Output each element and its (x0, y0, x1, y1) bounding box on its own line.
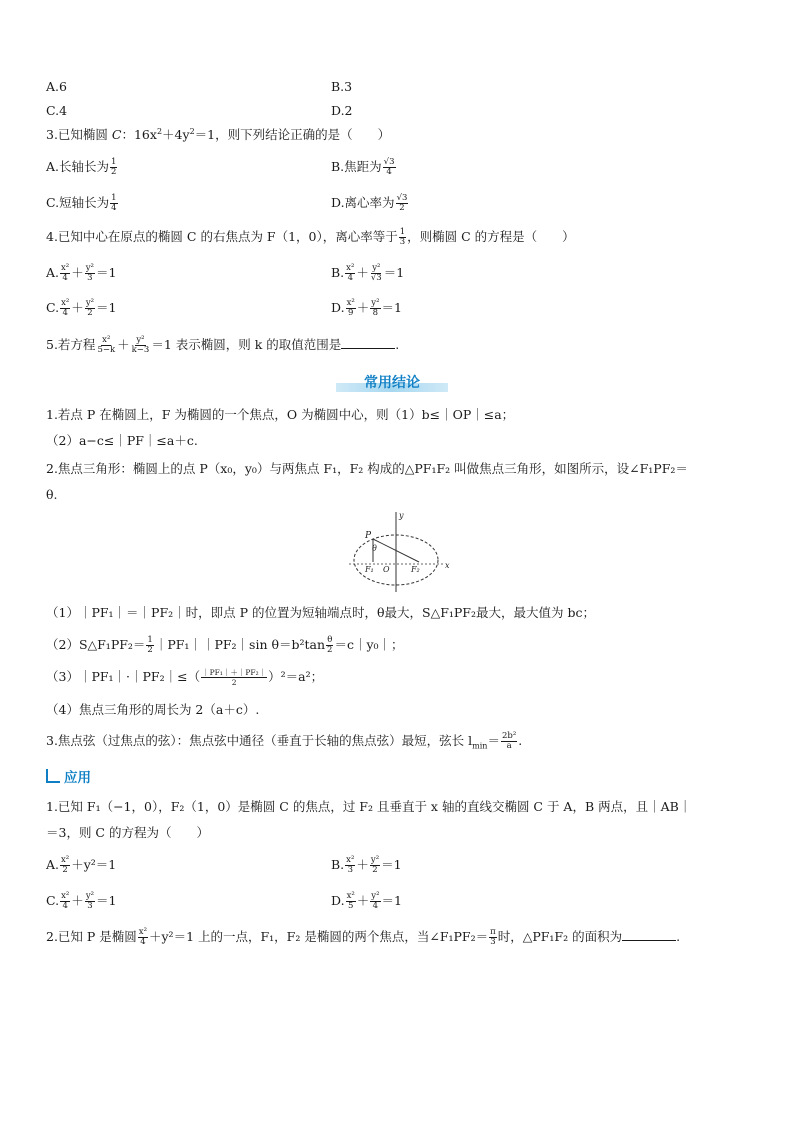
q2-option-c: C.4 (46, 103, 68, 118)
q3-stem: 3.已知椭圆 C：$16x^2+4y^2=1$，则下列结论正确的是（ ） (46, 126, 391, 142)
app-q1-option-a: A. $\frac{\text{x²}}{2}$ ＋y²＝1 (46, 855, 117, 875)
property-1: （1）｜PF₁｜＝｜PF₂｜时，即点 P 的位置为短轴端点时，θ最大，S△F₁PF₂最大，最大值为 bc； (46, 605, 595, 620)
q3-option-d: D.离心率为 $\frac{√3}{2}$ (331, 193, 408, 213)
q5-answer-blank[interactable] (341, 336, 395, 349)
fig-label-f2: F₂ (411, 565, 420, 574)
q2-option-d: D.2 (331, 103, 353, 118)
q2-option-a: A.6 (46, 79, 67, 94)
app-q2-answer-blank[interactable] (622, 928, 676, 941)
app-q2-stem: 2.已知 P 是椭圆 $\frac{\text{x²}}{4}$ ＋y²＝1 上的一点，F₁，F₂ 是椭圆的两个焦点，当∠F₁PF₂＝ $\frac{\pi}{3}$ 时，△PF₁F₂ 的面积为 . (46, 927, 681, 947)
app-q1-option-b: B. $\frac{\text{x²}}{3}$ ＋ $\frac{\text{y²}}{2}$ ＝1 (331, 855, 402, 875)
fig-label-y: y (399, 511, 404, 520)
conclusion-1-line-2: （2）a−c≤｜PF｜≤a＋c. (46, 433, 198, 448)
q4-option-a: A. $\frac{\text{x²}}{4}$ ＋ $\frac{\text{y²}}{3}$ ＝1 (46, 263, 117, 283)
conclusion-2-line-1: 2.焦点三角形：椭圆上的点 P（x₀，y₀）与两焦点 F₁，F₂ 构成的△PF₁F₂ 叫做焦点三角形，如图所示，设∠F₁PF₂＝ (46, 461, 688, 476)
section-heading-common-conclusions: 常用结论 (336, 372, 448, 394)
q2-option-b: B.3 (331, 79, 353, 94)
fig-label-p: P (365, 531, 372, 541)
conclusion-2-line-2: θ. (46, 487, 58, 502)
focal-triangle-figure (345, 508, 455, 594)
property-4: （4）焦点三角形的周长为 2（a＋c）. (46, 702, 260, 717)
app-q1-option-c: C. $\frac{\text{x²}}{4}$ ＋ $\frac{\text{y²}}{3}$ ＝1 (46, 891, 117, 911)
app-q1-line-2: ＝3，则 C 的方程为（ ） (46, 825, 209, 840)
q3-option-a: A.长轴长为 $\frac{1}{2}$ (46, 157, 117, 177)
conclusion-1-line-1: 1.若点 P 在椭圆上，F 为椭圆的一个焦点，O 为椭圆中心，则（1）b≤｜OP｜≤a； (46, 407, 515, 422)
q4-option-c: C. $\frac{\text{x²}}{4}$ ＋ $\frac{\text{y²}}{2}$ ＝1 (46, 298, 117, 318)
application-heading: 应用 (46, 768, 91, 788)
q4-stem: 4.已知中心在原点的椭圆 C 的右焦点为 F（1，0），离心率等于 $\frac{1}{3}$ ，则椭圆 C 的方程是（ ） (46, 227, 575, 247)
fig-label-x: x (445, 561, 450, 570)
q3-option-c: C.短轴长为 $\frac{1}{4}$ (46, 193, 117, 213)
app-q1-line-1: 1.已知 F₁（−1，0），F₂（1，0）是椭圆 C 的焦点，过 F₂ 且垂直于 x 轴的直线交椭圆 C 于 A，B 两点，且｜AB｜ (46, 799, 692, 814)
fig-label-theta: θ (372, 544, 377, 553)
q4-option-b: B. $\frac{\text{x²}}{4}$ ＋ $\frac{\text{y²}}{√3}$ ＝1 (331, 263, 405, 283)
fig-label-f1: F₁ (365, 565, 374, 574)
q3-option-b: B.焦距为 $\frac{√3}{4}$ (331, 157, 395, 177)
app-q1-option-d: D. $\frac{\text{x²}}{5}$ ＋ $\frac{\text{y²}}{4}$ ＝1 (331, 891, 402, 911)
conclusion-3: 3.焦点弦（过焦点的弦）：焦点弦中通径（垂直于长轴的焦点弦）最短，弦长 $l_{min}=$ $\frac{\text{2b²}}{a}$ . (46, 731, 523, 751)
fig-label-o: O (383, 565, 390, 574)
property-3: （3）｜PF₁｜·｜PF₂｜≤（ $\frac{\text{｜PF₁｜＋｜PF₂｜}}{2}$ ）²＝a²； (46, 668, 324, 687)
q4-option-d: D. $\frac{\text{x²}}{9}$ ＋ $\frac{\text{y²}}{8}$ ＝1 (331, 298, 402, 318)
property-2: （2）S△F₁PF₂＝ $\frac{1}{2}$ ｜PF₁｜｜PF₂｜sin θ＝b²tan $\frac{\theta}{2}$ ＝c｜y₀｜； (46, 635, 404, 655)
corner-arrow-icon (46, 769, 60, 783)
q5-stem: 5.若方程 $\frac{\text{x²}}{5-k}$ ＋ $\frac{\text{y²}}{k-3}$ ＝1 表示椭圆，则 k 的取值范围是 . (46, 335, 400, 355)
